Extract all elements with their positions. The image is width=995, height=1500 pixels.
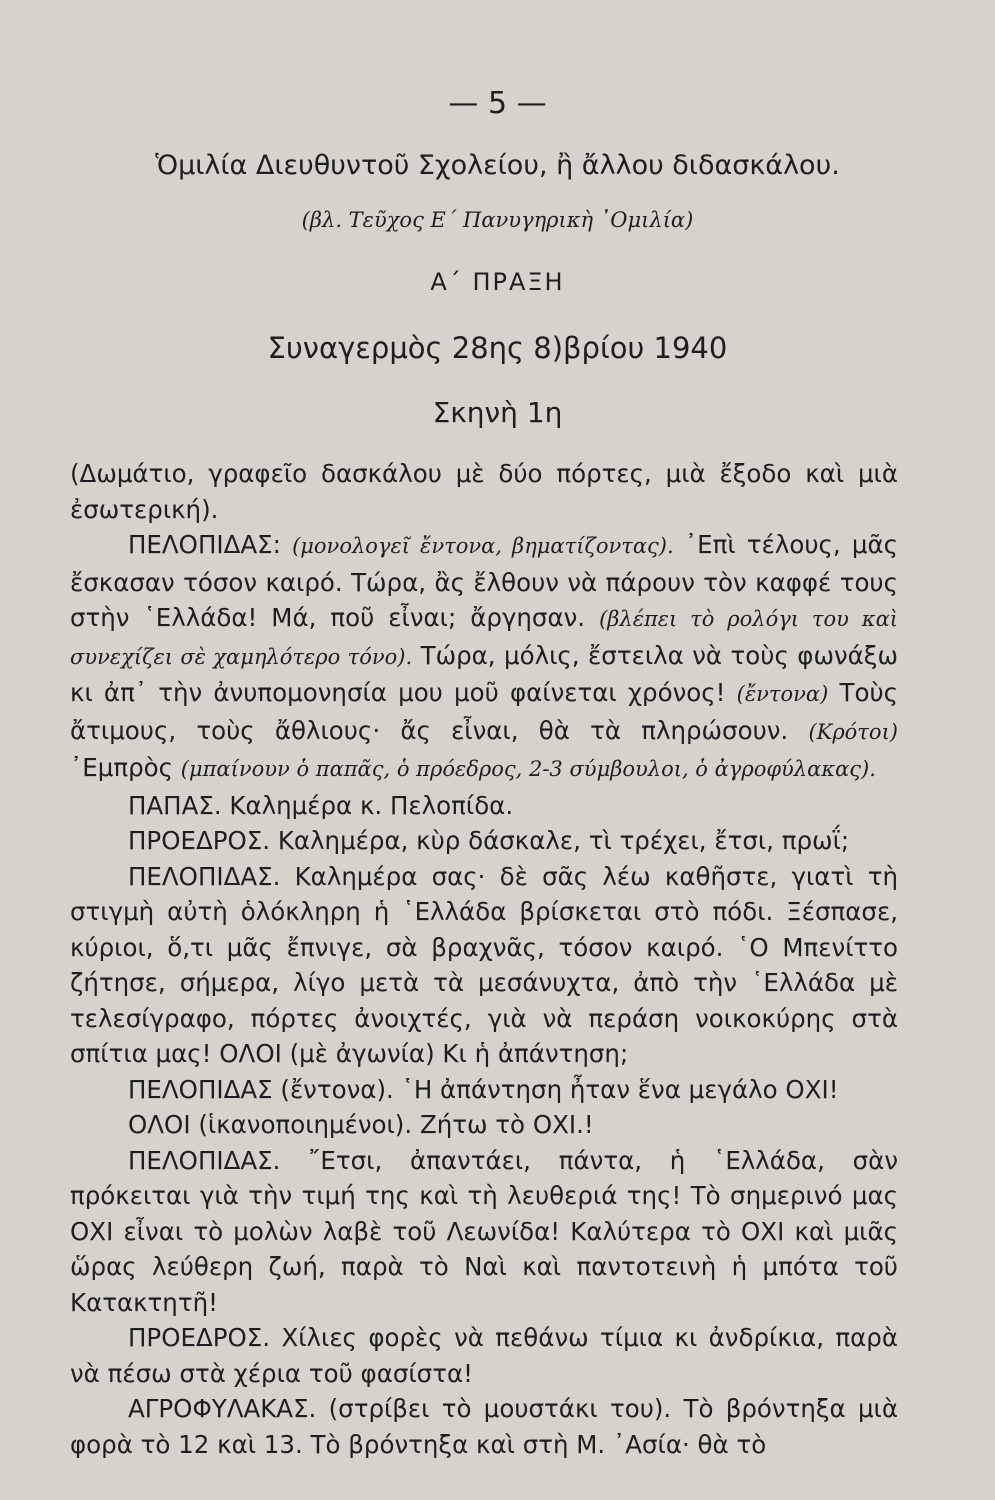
dialogue-agrofylakas: ΑΓΡΟΦΥΛΑΚΑΣ. (στρίβει τὸ μουστάκι του). Τὸ βρόντηξα μιὰ φορὰ τὸ 12 καὶ 13. Τὸ βρόντηξα καὶ στὴ Μ. ᾿Ασία· θὰ τὸ bbox=[70, 1394, 898, 1459]
dialogue-oloi: ΟΛΟΙ (ἱκανοποιημένοι). Ζήτω τὸ ΟΧΙ.! bbox=[128, 1110, 594, 1139]
dialogue-pelopidas-4: ΠΕΛΟΠΙΔΑΣ. ῎Ετσι, ἀπαντάει, πάντα, ἡ ῾Ελλάδα, σὰν πρόκειται γιὰ τὴν τιμή της καὶ τὴ λευθεριά της! Τὸ σημερινό μας ΟΧΙ εἶναι τὸ μολὼν λαβὲ τοῦ Λεωνίδα! Καλύτερα τὸ ΟΧΙ καὶ μιᾶς ὥρας λεύθερη ζωή, παρὰ τὸ Ναὶ καὶ παντοτεινὴ ἡ μπότα τοῦ Κατακτητῆ! bbox=[70, 1145, 898, 1317]
scene-title: Συναγερμὸς 28ης 8)βρίου 1940 bbox=[267, 331, 728, 365]
reference-note: (βλ. Τεῦχος Ε΄ Πανυγηρικὴ ᾿Ομιλία) bbox=[301, 208, 694, 232]
dialogue-pelopidas-1: ΠΕΛΟΠΙΔΑΣ: (μονολογεῖ ἔντονα, βηματίζοντας). ᾿Επὶ τέλους, μᾶς ἔσκασαν τόσον καιρό. Τώρα, ἂς ἔλθουν νὰ πάρουν τὸν καφφέ τους στὴν ῾Ελλάδα! Μά, ποῦ εἶναι; ἄργησαν. (βλέπει τὸ ρολόγι του καὶ συνεχίζει σὲ χαμηλότερο τόνο). Τώρα, μόλις, ἔστειλα νὰ τοὺς φωνάξω κι ἀπ᾿ τὴν ἀνυπομονησία μου μοῦ φαίνεται χρόνος! (ἔντονα) Τοὺς ἄτιμους, τοὺς ἄθλιους· ἄς εἶναι, θὰ τὰ πληρώσουν. (Κρότοι) ᾿Εμπρὸς (μπαίνουν ὁ παπᾶς, ὁ πρόεδρος, 2-3 σύμβουλοι, ὁ ἀγροφύλακας). bbox=[70, 530, 898, 782]
play-text bbox=[70, 456, 898, 1462]
dialogue-pelopidas-2: ΠΕΛΟΠΙΔΑΣ. Καλημέρα σας· δὲ σᾶς λέω καθῆστε, γιατὶ τὴ στιγμὴ αὐτὴ ὁλόκληρη ἡ ῾Ελλάδα βρίσκεται στὸ πόδι. Ξέσπασε, κύριοι, ὅ,τι μᾶς ἔπνιγε, σὰ βραχνᾶς, τόσον καιρό. ῾Ο Μπενίττο ζήτησε, σήμερα, λίγο μετὰ τὰ μεσάνυχτα, ἀπὸ τὴν ῾Ελλάδα μὲ τελεσίγραφο, πόρτες ἀνοιχτές, γιὰ νὰ περάση νοικοκύρης στὰ σπίτια μας! ΟΛΟΙ (μὲ ἀγωνία) Κι ἡ ἀπάντηση; bbox=[70, 861, 898, 1068]
heading: Ὁμιλία Διευθυντοῦ Σχολείου, ἢ ἄλλου διδασκάλου. bbox=[155, 150, 840, 181]
scene-number: Σκηνὴ 1η bbox=[432, 396, 563, 429]
dialogue-proedros-2: ΠΡΟΕΔΡΟΣ. Χίλιες φορὲς νὰ πεθάνω τίμια κι ἀνδρίκια, παρὰ νὰ πέσω στὰ χέρια τοῦ φασίστα! bbox=[70, 1323, 898, 1388]
dialogue-pelopidas-3: ΠΕΛΟΠΙΔΑΣ (ἔντονα). ῾Η ἀπάντηση ἦταν ἕνα μεγάλο ΟΧΙ! bbox=[128, 1074, 839, 1104]
dialogue-papas: ΠΑΠΑΣ. Καλημέρα κ. Πελοπίδα. bbox=[128, 790, 514, 820]
page-number: — 5 — bbox=[448, 86, 547, 121]
act-title: Α΄ ΠΡΑΞΗ bbox=[430, 268, 565, 296]
stage-direction: (Δωμάτιο, γραφεῖο δασκάλου μὲ δύο πόρτες, μιὰ ἔξοδο καὶ μιὰ ἐσωτερική). bbox=[70, 459, 898, 524]
dialogue-proedros-1: ΠΡΟΕΔΡΟΣ. Καλημέρα, κὺρ δάσκαλε, τὶ τρέχει, ἔτσι, πρωΐ; bbox=[128, 826, 850, 855]
